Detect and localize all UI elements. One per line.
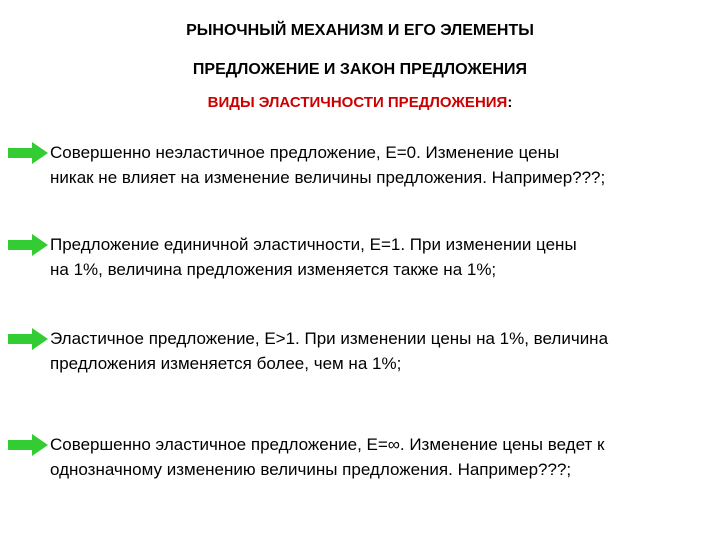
list-item-line: однозначному изменению величины предложения. Например???; [50,460,572,479]
list-item-line: Совершенно эластичное предложение, E=∞. Изменение цены ведет к [50,435,605,454]
list-item-line: Совершенно неэластичное предложение, E=0. Изменение цены [50,143,560,162]
right-arrow-icon [8,142,48,164]
list-item-line: Предложение единичной эластичности, E=1. При изменении цены [50,235,577,254]
slide-title: РЫНОЧНЫЙ МЕХАНИЗМ И ЕГО ЭЛЕМЕНТЫ [186,22,534,39]
list-item-line: на 1%, величина предложения изменяется также на 1%; [50,260,497,279]
list-item-line: Эластичное предложение, E>1. При изменении цены на 1%, величина [50,329,609,348]
right-arrow-icon [8,434,48,456]
list-item-line: предложения изменяется более, чем на 1%; [50,354,402,373]
list-item-line: никак не влияет на изменение величины предложения. Например???; [50,168,606,187]
slide-subtitle: ПРЕДЛОЖЕНИЕ И ЗАКОН ПРЕДЛОЖЕНИЯ [192,61,528,78]
list-item-text [50,326,714,376]
section-heading [0,94,720,111]
section-heading-colon: : [507,94,513,111]
list-item-text [50,232,714,282]
list-item-text [50,140,714,190]
list-item-text [50,432,714,482]
right-arrow-icon [8,234,48,256]
section-heading-text: ВИДЫ ЭЛАСТИЧНОСТИ ПРЕДЛОЖЕНИЯ [207,94,508,111]
right-arrow-icon [8,328,48,350]
